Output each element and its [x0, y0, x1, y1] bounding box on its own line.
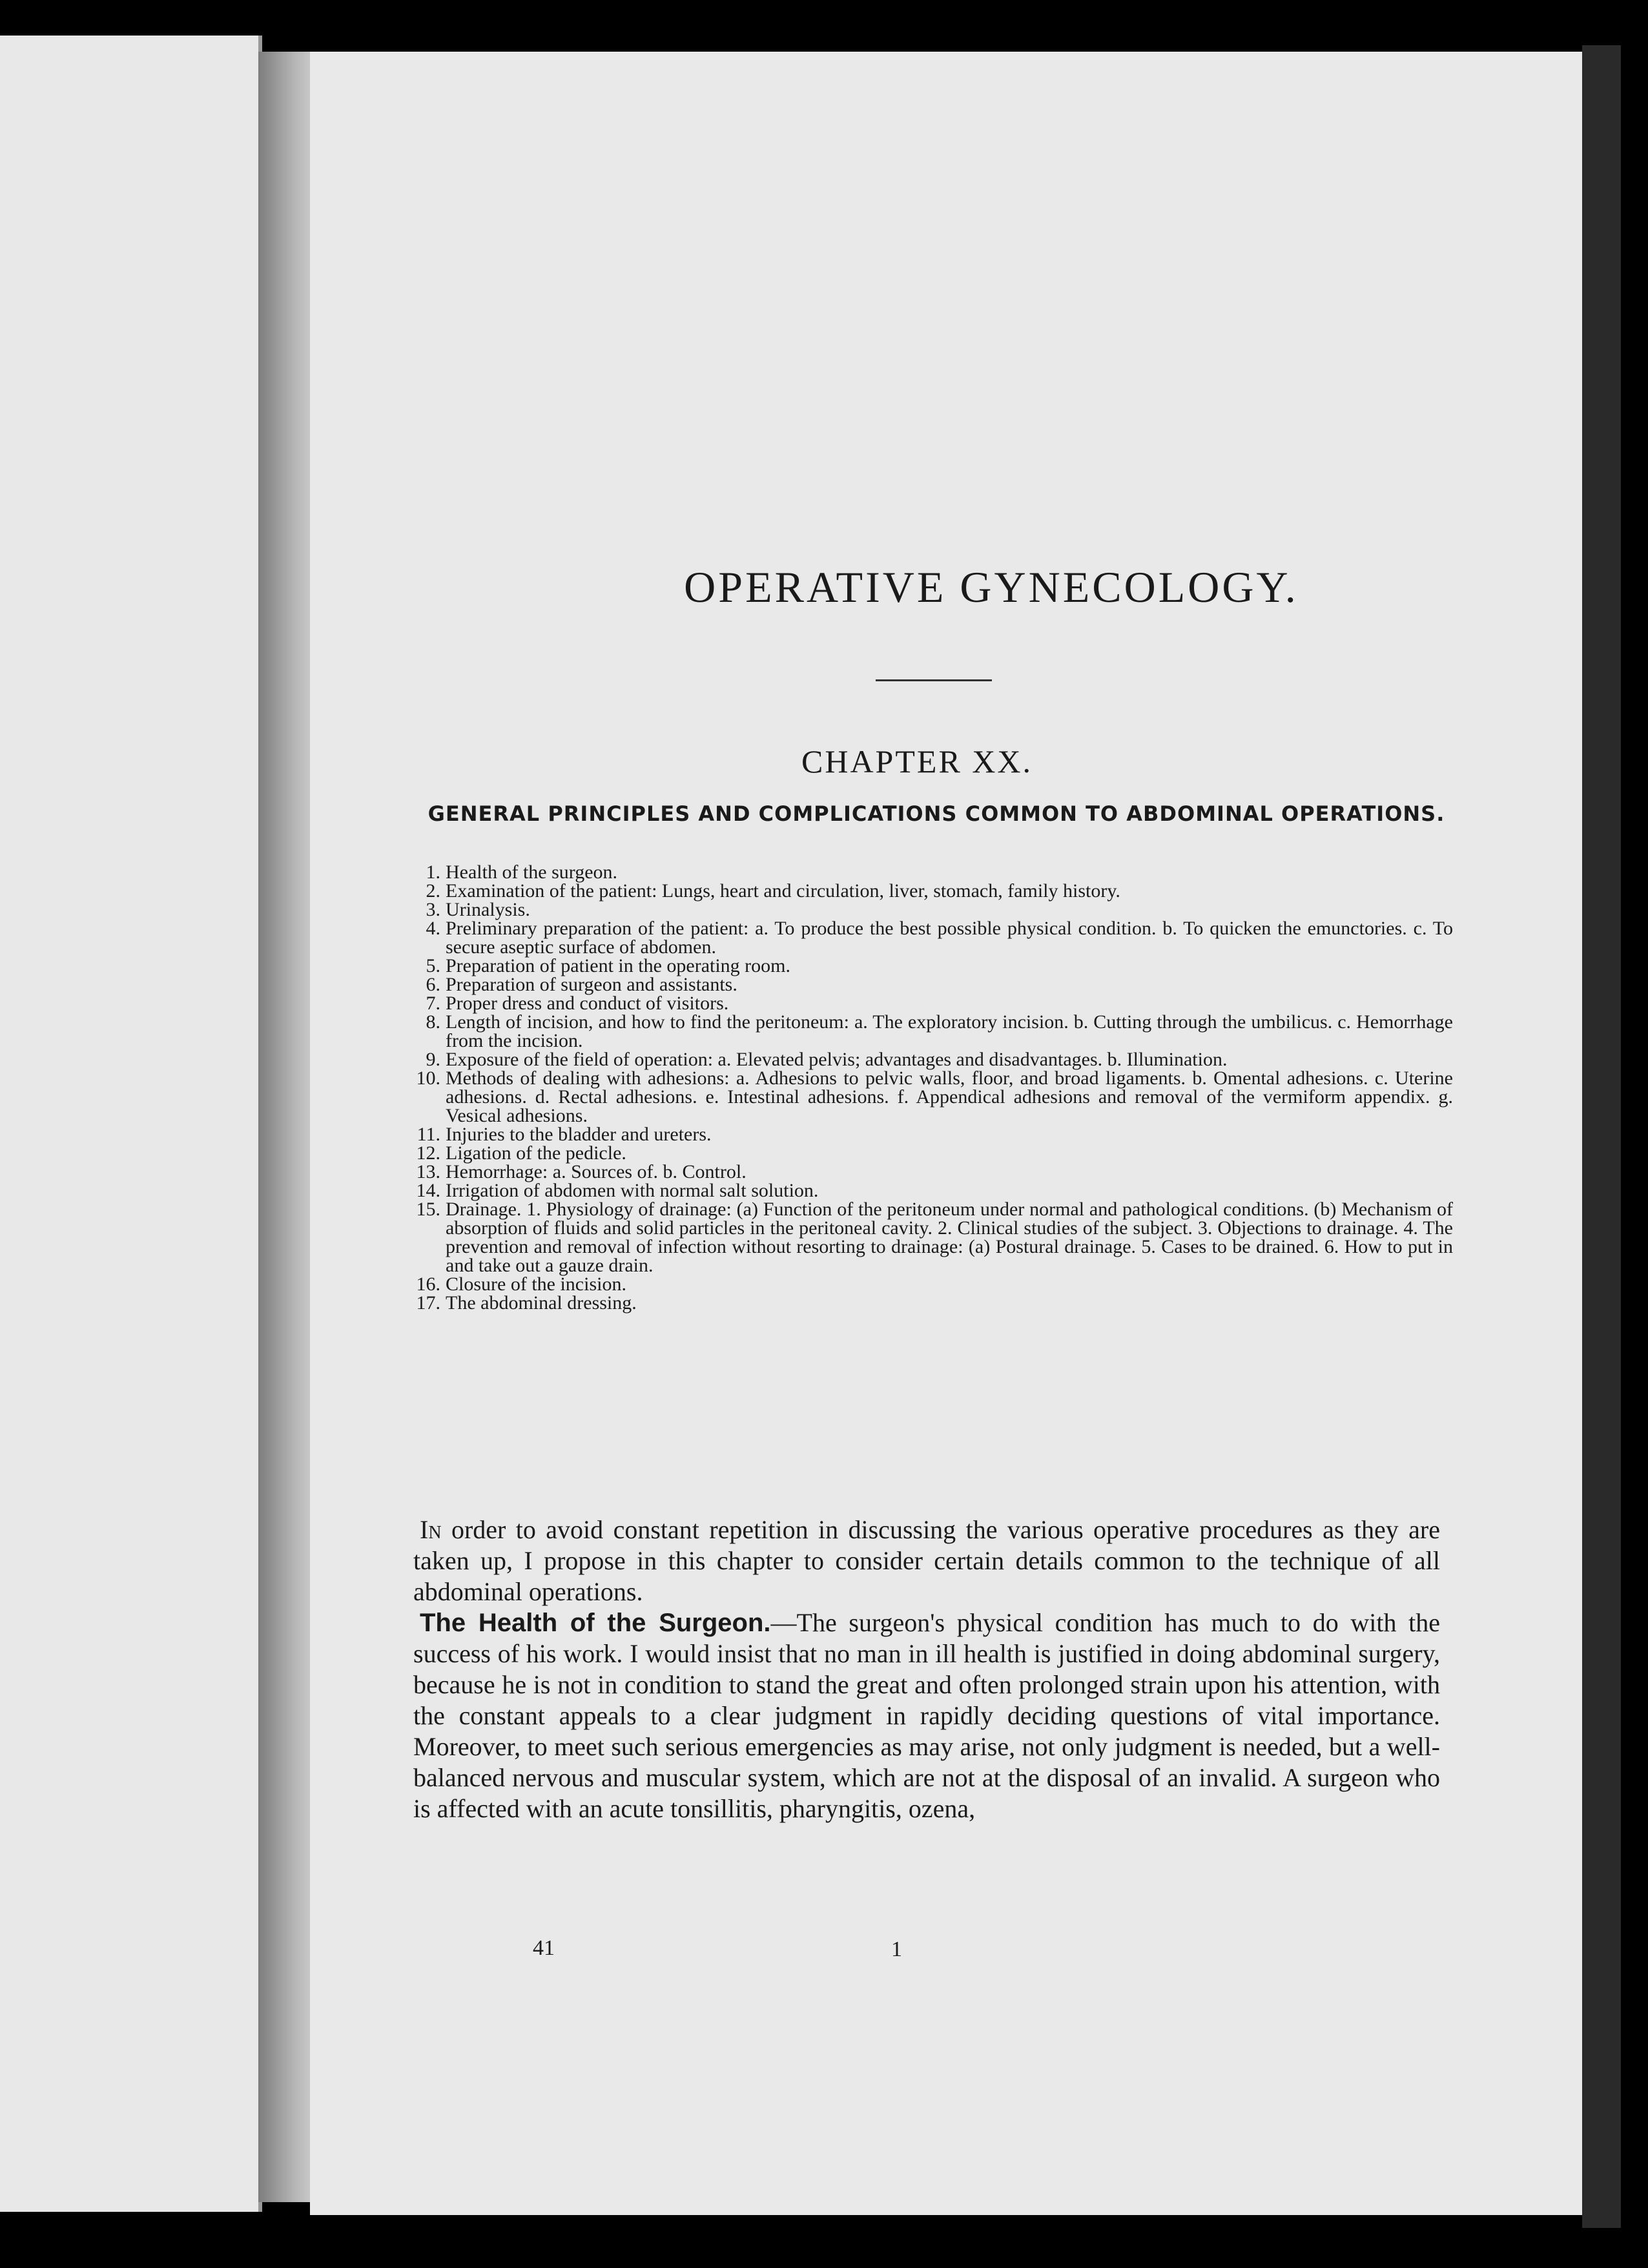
toc-item	[413, 1069, 1453, 1125]
toc-item-text: Methods of dealing with adhesions: a. Adhesions to pelvic walls, floor, and broad ligaments. b. Omental adhesions. c. Uterine adhesions. d. Rectal adhesions. e. Intestinal adhesions. f. Appendical adhesions and removal of the vermiform appendix. g. Vesical adhesions.	[446, 1067, 1453, 1126]
toc-item	[413, 1162, 1453, 1181]
book-edge	[1582, 45, 1621, 2228]
toc-item	[413, 1181, 1453, 1200]
toc-item-number: 9.	[426, 1049, 440, 1070]
toc-item	[413, 1294, 1453, 1312]
toc-item-text: Drainage. 1. Physiology of drainage: (a) Function of the peritoneum under normal and pathological conditions. (b) Mechanism of absorption of fluids and solid particles in the peritoneal cavity. 2. Clinical studies of the subject. 3. Objections to drainage. 4. The prevention and removal of infection without resorting to drainage: (a) Postural drainage. 5. Cases to be drained. 6. How to put in and take out a gauze drain.	[446, 1199, 1453, 1276]
chapter-title: GENERAL PRINCIPLES AND COMPLICATIONS COMMON TO ABDOMINAL OPERATIONS.	[427, 801, 1445, 826]
toc-item-text: Irrigation of abdomen with normal salt solution.	[446, 1180, 819, 1201]
toc-item-text: Preliminary preparation of the patient: a. To produce the best possible physical condition. b. To quicken the emunctories. c. To secure aseptic surface of abdomen.	[446, 918, 1453, 958]
toc-item-text: Injuries to the bladder and ureters.	[446, 1124, 712, 1145]
toc-item	[413, 1125, 1453, 1144]
intro-text: order to avoid constant repetition in discussing the various operative procedures as they are taken up, I propose in this chapter to consider certain details common to the technique of all abdominal operations.	[413, 1515, 1440, 1606]
book-title: OPERATIVE GYNECOLOGY.	[684, 562, 1299, 612]
toc-item-text: Closure of the incision.	[446, 1273, 626, 1295]
toc-item-number: 8.	[426, 1011, 440, 1033]
toc-item-number: 7.	[426, 993, 440, 1014]
chapter-contents-list	[413, 863, 1453, 1312]
section-text: —The surgeon's physical condition has much to do with the success of his work. I would insist that no man in ill health is justified in doing abdominal surgery, because he is not in condition to stand the great and often prolonged strain upon his attention, with the constant appeals to a clear judgment in rapidly deciding questions of vital importance. Moreover, to meet such serious emergencies as may arise, not only judgment is needed, but a well-balanced nervous and muscular system, which are not at the disposal of an invalid. A surgeon who is affected with an acute tonsillitis, pharyngitis, ozena,	[413, 1608, 1440, 1823]
title-rule	[876, 679, 992, 681]
toc-item-number: 14.	[416, 1180, 440, 1201]
toc-item-text: Health of the surgeon.	[446, 861, 618, 883]
page-content	[413, 0, 1453, 2268]
toc-item	[413, 1200, 1453, 1275]
toc-item	[413, 1144, 1453, 1162]
toc-item-number: 13.	[416, 1161, 440, 1182]
toc-item-text: Examination of the patient: Lungs, heart and circulation, liver, stomach, family history.	[446, 880, 1120, 902]
toc-item	[413, 881, 1453, 900]
toc-item	[413, 1275, 1453, 1294]
toc-item-text: Preparation of surgeon and assistants.	[446, 974, 737, 995]
section-heading: The Health of the Surgeon.	[420, 1609, 771, 1637]
toc-item-text: Hemorrhage: a. Sources of. b. Control.	[446, 1161, 747, 1182]
toc-item	[413, 975, 1453, 994]
toc-item	[413, 863, 1453, 881]
toc-item-text: Ligation of the pedicle.	[446, 1142, 626, 1164]
dropcap-word: In	[420, 1515, 442, 1544]
toc-item-number: 11.	[417, 1124, 440, 1145]
toc-item-text: Length of incision, and how to find the peritoneum: a. The exploratory incision. b. Cutting through the umbilicus. c. Hemorrhage from the incision.	[446, 1011, 1453, 1051]
toc-item	[413, 919, 1453, 956]
signature-mark: 41	[533, 1936, 555, 1960]
toc-item-text: Exposure of the field of operation: a. Elevated pelvis; advantages and disadvantages. b. Illumination.	[446, 1049, 1228, 1070]
toc-item-number: 1.	[426, 861, 440, 883]
toc-item-number: 4.	[426, 918, 440, 939]
toc-item-number: 3.	[426, 899, 440, 920]
section-paragraph	[413, 1607, 1440, 1824]
toc-item-text: Urinalysis.	[446, 899, 530, 920]
body-text	[413, 1514, 1440, 1824]
toc-item-text: Proper dress and conduct of visitors.	[446, 993, 729, 1014]
chapter-number: CHAPTER XX.	[801, 743, 1033, 779]
toc-item	[413, 1013, 1453, 1050]
intro-paragraph	[413, 1514, 1440, 1607]
toc-item-number: 6.	[426, 974, 440, 995]
toc-item-number: 5.	[426, 955, 440, 976]
toc-item-text: Preparation of patient in the operating room.	[446, 955, 791, 976]
facing-page-left	[0, 36, 262, 2212]
toc-item	[413, 994, 1453, 1013]
toc-item	[413, 1050, 1453, 1069]
toc-item-number: 2.	[426, 880, 440, 902]
toc-item-text: The abdominal dressing.	[446, 1292, 637, 1314]
toc-item-number: 17.	[416, 1292, 440, 1314]
toc-item-number: 15.	[416, 1199, 440, 1220]
page-number: 1	[891, 1937, 902, 1961]
toc-item-number: 12.	[416, 1142, 440, 1164]
toc-item	[413, 956, 1453, 975]
toc-item	[413, 900, 1453, 919]
toc-item-number: 16.	[416, 1273, 440, 1295]
toc-item-number: 10.	[416, 1067, 440, 1089]
